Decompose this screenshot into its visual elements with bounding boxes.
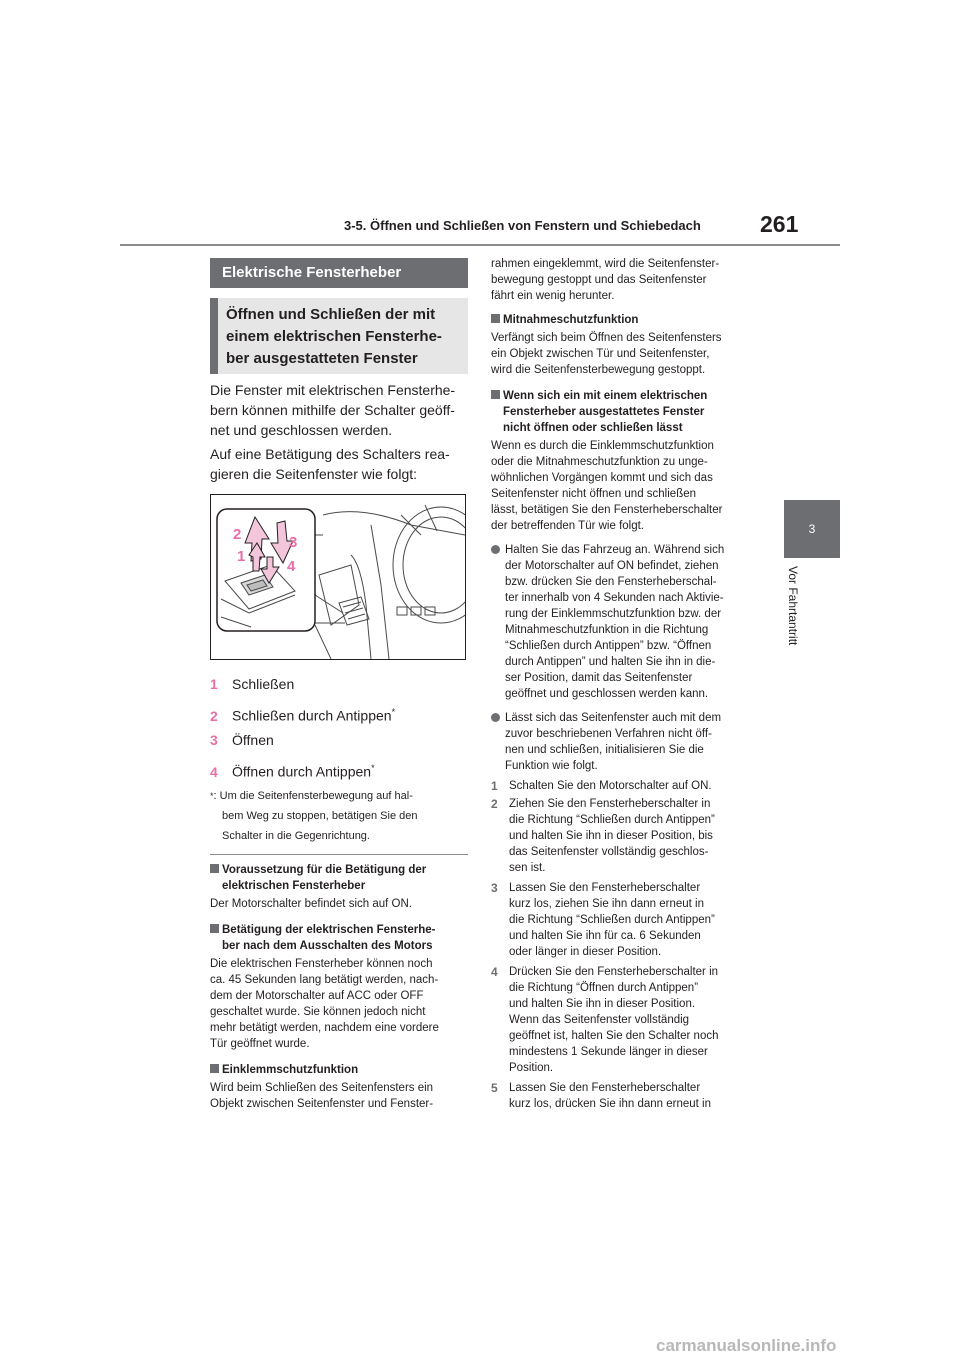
note-heading bbox=[491, 388, 749, 436]
text-line: Lassen Sie den Fensterheberschalter bbox=[509, 882, 701, 894]
text-line: gieren die Seitenfenster wie folgt: bbox=[210, 466, 418, 482]
note-text bbox=[491, 330, 749, 378]
text-line: ser Position, damit das Seitenfenster bbox=[505, 672, 693, 684]
subheading-line: Öffnen und Schließen der mit bbox=[226, 306, 436, 323]
text-line: geöffnet ist, halten Sie den Schalter noch bbox=[509, 1030, 719, 1042]
page-number: 261 bbox=[760, 211, 799, 237]
text-line: bewegung gestoppt und das Seitenfenster bbox=[491, 274, 707, 286]
text-line: und halten Sie ihn in dieser Position, bis bbox=[509, 830, 713, 842]
legend-number: 4 bbox=[210, 763, 218, 780]
note-heading bbox=[210, 862, 468, 894]
square-bullet-icon bbox=[210, 1064, 219, 1073]
heading-line: Wenn sich ein mit einem elektrischen bbox=[503, 390, 708, 402]
text-line: die Richtung “Schließen durch Antippen” bbox=[509, 814, 715, 826]
text-line: Schalten Sie den Motorschalter auf ON. bbox=[509, 780, 712, 792]
text-line: geöffnet und geschlossen werden kann. bbox=[505, 688, 709, 700]
text-line: bzw. drücken Sie den Fensterheberschal- bbox=[505, 576, 717, 588]
bullet-item bbox=[491, 710, 749, 774]
text-line: Funktion wie folgt. bbox=[505, 760, 598, 772]
text-line: Die elektrischen Fensterheber können noch bbox=[210, 958, 433, 970]
watermark: carmanualsonline.info bbox=[656, 1336, 837, 1355]
chapter-side-label bbox=[786, 566, 816, 706]
subheading-line: ber ausgestatteten Fenster bbox=[226, 350, 418, 367]
text-line: fährt ein wenig herunter. bbox=[491, 290, 615, 302]
step-item bbox=[491, 1080, 749, 1112]
divider bbox=[210, 854, 468, 855]
heading-line: Einklemmschutzfunktion bbox=[222, 1064, 359, 1076]
text-line: Ziehen Sie den Fensterheberschalter in bbox=[509, 798, 711, 810]
text-line: die Richtung “Schließen durch Antippen” bbox=[509, 914, 715, 926]
chapter-label-text: Vor Fahrtantritt bbox=[786, 566, 800, 646]
step-number: 2 bbox=[491, 797, 498, 811]
legend-number: 1 bbox=[210, 676, 218, 692]
text-line: bern können mithilfe der Schalter geöff- bbox=[210, 402, 455, 418]
text-line: wird die Seitenfensterbewegung gestoppt. bbox=[491, 364, 706, 376]
text-line: rung der Einklemmschutzfunktion bzw. der bbox=[505, 608, 722, 620]
footnote-star: * bbox=[371, 763, 375, 773]
text-line: Auf eine Betätigung des Schalters rea- bbox=[210, 446, 450, 462]
text-line: Wird beim Schließen des Seitenfensters ein bbox=[210, 1082, 434, 1094]
note-text bbox=[210, 1080, 468, 1112]
step-item bbox=[491, 796, 749, 876]
text-line: Seitenfenster nicht öffnen und schließen bbox=[491, 488, 697, 500]
text-line: und halten Sie ihn für ca. 6 Sekunden bbox=[509, 930, 701, 942]
illustration-svg bbox=[211, 495, 465, 659]
legend-text: Schließen bbox=[232, 676, 295, 692]
text-line: Tür geöffnet wurde. bbox=[210, 1038, 310, 1050]
text-line: nen und schließen, initialisieren Sie die bbox=[505, 744, 704, 756]
text-line: Lassen Sie den Fensterheberschalter bbox=[509, 1082, 701, 1094]
text-line: und halten Sie ihn in dieser Position. bbox=[509, 998, 696, 1010]
text-line: geschaltet wurde. Sie können jedoch nicht bbox=[210, 1006, 426, 1018]
text-line: Wenn das Seitenfenster vollständig bbox=[509, 1014, 690, 1026]
note-text bbox=[491, 438, 749, 534]
legend-item bbox=[210, 702, 466, 726]
text-line: ter innerhalb von 4 Sekunden nach Aktivie- bbox=[505, 592, 724, 604]
text-line: zuvor beschriebenen Verfahren nicht öff- bbox=[505, 728, 712, 740]
subheading-line: einem elektrischen Fensterhe- bbox=[226, 328, 442, 345]
legend-item bbox=[210, 758, 466, 782]
header-rule bbox=[120, 244, 840, 246]
text-line: Mitnahmeschutzfunktion in die Richtung bbox=[505, 624, 709, 636]
step-number: 1 bbox=[491, 779, 498, 793]
footnote-line: Schalter in die Gegenrichtung. bbox=[222, 830, 370, 842]
legend-number: 3 bbox=[210, 732, 218, 748]
text-line: Position. bbox=[509, 1062, 554, 1074]
text-line: Halten Sie das Fahrzeug an. Während sich bbox=[505, 544, 725, 556]
window-switch-illustration bbox=[210, 494, 466, 660]
legend-text: Öffnen bbox=[232, 732, 274, 748]
heading-line: Voraussetzung für die Betätigung der bbox=[222, 864, 427, 876]
note-heading bbox=[210, 922, 468, 954]
bullet-item bbox=[491, 542, 749, 702]
text-line: ca. 45 Sekunden lang betätigt werden, nach- bbox=[210, 974, 439, 986]
round-bullet-icon bbox=[491, 545, 500, 554]
text-line: oder länger in dieser Position. bbox=[509, 946, 662, 958]
text-line: oder die Mitnahmeschutzfunktion zu unge- bbox=[491, 456, 708, 468]
legend-text: Schließen durch Antippen bbox=[232, 707, 392, 724]
text-line: lässt, betätigen Sie den Fensterheberschalter bbox=[491, 504, 723, 516]
step-item bbox=[491, 880, 749, 960]
text-line: der betreffenden Tür wie folgt. bbox=[491, 520, 645, 532]
footnote-line: : Um die Seitenfensterbewegung auf hal- bbox=[213, 790, 413, 802]
step-item bbox=[491, 964, 749, 1076]
step-number: 5 bbox=[491, 1081, 498, 1095]
footnote-line: bem Weg zu stoppen, betätigen Sie den bbox=[222, 810, 418, 822]
note-text-continued bbox=[491, 256, 749, 304]
text-line: Lässt sich das Seitenfenster auch mit dem bbox=[505, 712, 722, 724]
note-heading bbox=[210, 1062, 468, 1078]
text-line: der Motorschalter auf ON befindet, ziehen bbox=[505, 560, 719, 572]
text-line: net und geschlossen werden. bbox=[210, 422, 393, 438]
round-bullet-icon bbox=[491, 713, 500, 722]
text-line: ein Objekt zwischen Tür und Seitenfenster, bbox=[491, 348, 710, 360]
heading-line: ber nach dem Ausschalten des Motors bbox=[222, 940, 433, 952]
square-bullet-icon bbox=[210, 924, 219, 933]
intro-paragraph bbox=[210, 380, 466, 440]
legend-item bbox=[210, 730, 466, 750]
heading-line: nicht öffnen oder schließen lässt bbox=[503, 422, 683, 434]
chapter-tab: 3 bbox=[784, 500, 840, 558]
text-line: die Richtung “Öffnen durch Antippen” bbox=[509, 982, 699, 994]
text-line: durch Antippen” und halten Sie ihn in die- bbox=[505, 656, 716, 668]
text-line: kurz los, ziehen Sie ihn dann erneut in bbox=[509, 898, 704, 910]
text-line: sen ist. bbox=[509, 862, 546, 874]
footnote-star: * bbox=[391, 707, 396, 717]
intro-paragraph bbox=[210, 444, 466, 484]
note-text bbox=[210, 956, 468, 1052]
step-number: 3 bbox=[491, 881, 498, 895]
callout-number-4: 4 bbox=[287, 558, 296, 575]
note-text bbox=[210, 896, 468, 912]
text-line: dem der Motorschalter auf ACC oder OFF bbox=[210, 990, 424, 1002]
callout-number-3: 3 bbox=[289, 534, 298, 551]
text-line: rahmen eingeklemmt, wird die Seitenfenster- bbox=[491, 258, 720, 270]
callout-number-1: 1 bbox=[237, 548, 246, 565]
square-bullet-icon bbox=[491, 390, 500, 399]
callout-number-2: 2 bbox=[233, 526, 242, 543]
footnote-mark: * bbox=[210, 791, 214, 801]
text-line: Verfängt sich beim Öffnen des Seitenfensters bbox=[491, 332, 722, 344]
legend-item bbox=[210, 674, 466, 694]
text-line: wöhnlichen Vorgängen kommt und sich das bbox=[491, 472, 713, 484]
step-number: 4 bbox=[491, 965, 498, 979]
text-line: “Schließen durch Antippen” bzw. “Öffnen bbox=[505, 640, 712, 652]
note-heading bbox=[491, 312, 749, 328]
heading-line: Mitnahmeschutzfunktion bbox=[503, 314, 639, 326]
heading-line: Betätigung der elektrischen Fensterhe- bbox=[222, 924, 436, 936]
heading-line: Fensterheber ausgestattetes Fenster bbox=[503, 406, 705, 418]
footnote bbox=[210, 786, 466, 846]
text-line: mehr betätigt werden, nachdem eine vordere bbox=[210, 1022, 439, 1034]
legend-number: 2 bbox=[210, 707, 218, 724]
running-header-title: 3-5. Öffnen und Schließen von Fenstern und Schiebedach bbox=[344, 218, 701, 233]
subheading-box bbox=[210, 298, 468, 374]
section-heading: Elektrische Fensterheber bbox=[210, 258, 468, 288]
text-line: kurz los, drücken Sie ihn dann erneut in bbox=[509, 1098, 712, 1110]
text-line: Der Motorschalter befindet sich auf ON. bbox=[210, 898, 412, 910]
text-line: das Seitenfenster vollständig geschlos- bbox=[509, 846, 709, 858]
heading-line: elektrischen Fensterheber bbox=[222, 880, 366, 892]
square-bullet-icon bbox=[210, 864, 219, 873]
square-bullet-icon bbox=[491, 314, 500, 323]
text-line: Objekt zwischen Seitenfenster und Fenster- bbox=[210, 1098, 434, 1110]
text-line: mindestens 1 Sekunde länger in dieser bbox=[509, 1046, 708, 1058]
legend-text: Öffnen durch Antippen bbox=[232, 763, 372, 780]
text-line: Drücken Sie den Fensterheberschalter in bbox=[509, 966, 719, 978]
text-line: Wenn es durch die Einklemmschutzfunktion bbox=[491, 440, 714, 452]
step-item bbox=[491, 778, 749, 794]
text-line: Die Fenster mit elektrischen Fensterhe- bbox=[210, 382, 456, 398]
